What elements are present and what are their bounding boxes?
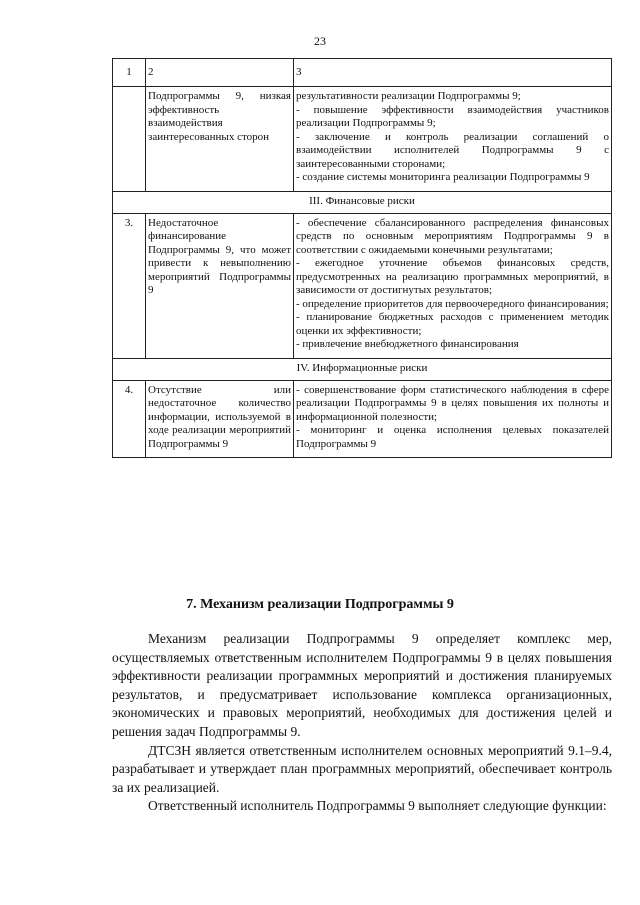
paragraph: Механизм реализации Подпрограммы 9 определяет комплекс мер, осуществляемых ответственным исполнителем Подпрограммы 9 в целях повышения эффективности реализации программных мероприятий и достижения планируемых результатов, и предусматривает использование комплекса организационных, экономических и правовых мероприятий, необходимых для достижения целей и решения задач Подпрограммы 9. [112,631,612,739]
risk-table [112,58,612,458]
measure-item: - повышение эффективности взаимодействия участников реализации Подпрограммы 9; [296,103,609,129]
table-row [113,213,612,358]
measure-item: - планирование бюджетных расходов с применением методик оценки их эффективности; [296,311,609,337]
risk-number: 3. [113,213,146,358]
risk-number [113,87,146,192]
risk-description: Недостаточное финансирование Подпрограммы 9, что может привести к невыполнению мероприятий Подпрограммы 9 [146,213,294,358]
risk-measures [294,380,612,458]
risk-number: 4. [113,380,146,458]
paragraph: Ответственный исполнитель Подпрограммы 9 выполняет следующие функции: [148,798,607,814]
risk-measures [294,87,612,192]
paragraph: ДТСЗН является ответственным исполнителем основных мероприятий 9.1–9.4, разрабатывает и утверждает план программных мероприятий, обеспечивает контроль за их реализацией. [112,742,612,795]
measure-item: - ежегодное уточнение объемов финансовых средств, предусмотренных на реализацию программных мероприятий, в зависимости от достигнутых результатов; [296,257,609,296]
header-cell-3: 3 [294,59,612,87]
risk-description: Отсутствие или недостаточное количество информации, используемой в ходе реализации мероприятий Подпрограммы 9 [146,380,294,458]
measure-item: результативности реализации Подпрограммы 9; [296,90,521,102]
risk-description: Подпрограммы 9, низкая эффективность взаимодействия заинтересованных сторон [146,87,294,192]
measure-item: - обеспечение сбалансированного распределения финансовых средств по основным мероприятиям Подпрограммы 9 в соответствии с ожидаемыми конечными результатами; [296,216,609,256]
table-header-row [113,59,612,87]
table-section-row [113,358,612,380]
measure-item: - создание системы мониторинга реализации Подпрограммы 9 [296,171,590,183]
measure-item: - привлечение внебюджетного финансирования [296,338,519,350]
risk-measures [294,213,612,358]
section-heading: 7. Механизм реализации Подпрограммы 9 [186,597,454,612]
table-row [113,87,612,192]
measure-item: - заключение и контроль реализации соглашений о взаимодействии исполнителей Подпрограммы 9 с заинтересованными сторонами; [296,130,609,170]
section-information-risks: IV. Информационные риски [113,358,612,380]
body-text [112,630,612,816]
table-row [113,380,612,458]
section-financial-risks: III. Финансовые риски [113,191,612,213]
header-cell-2: 2 [146,59,294,87]
measure-item: - определение приоритетов для первоочередного финансирования; [296,297,609,310]
page-number: 23 [314,34,326,48]
table-section-row [113,191,612,213]
measure-item: - мониторинг и оценка исполнения целевых показателей Подпрограммы 9 [296,424,609,450]
header-cell-1: 1 [113,59,146,87]
measure-item: - совершенствование форм статистического наблюдения в сфере реализации Подпрограммы 9 в целях повышения их полноты и информационной полезности; [296,383,609,423]
